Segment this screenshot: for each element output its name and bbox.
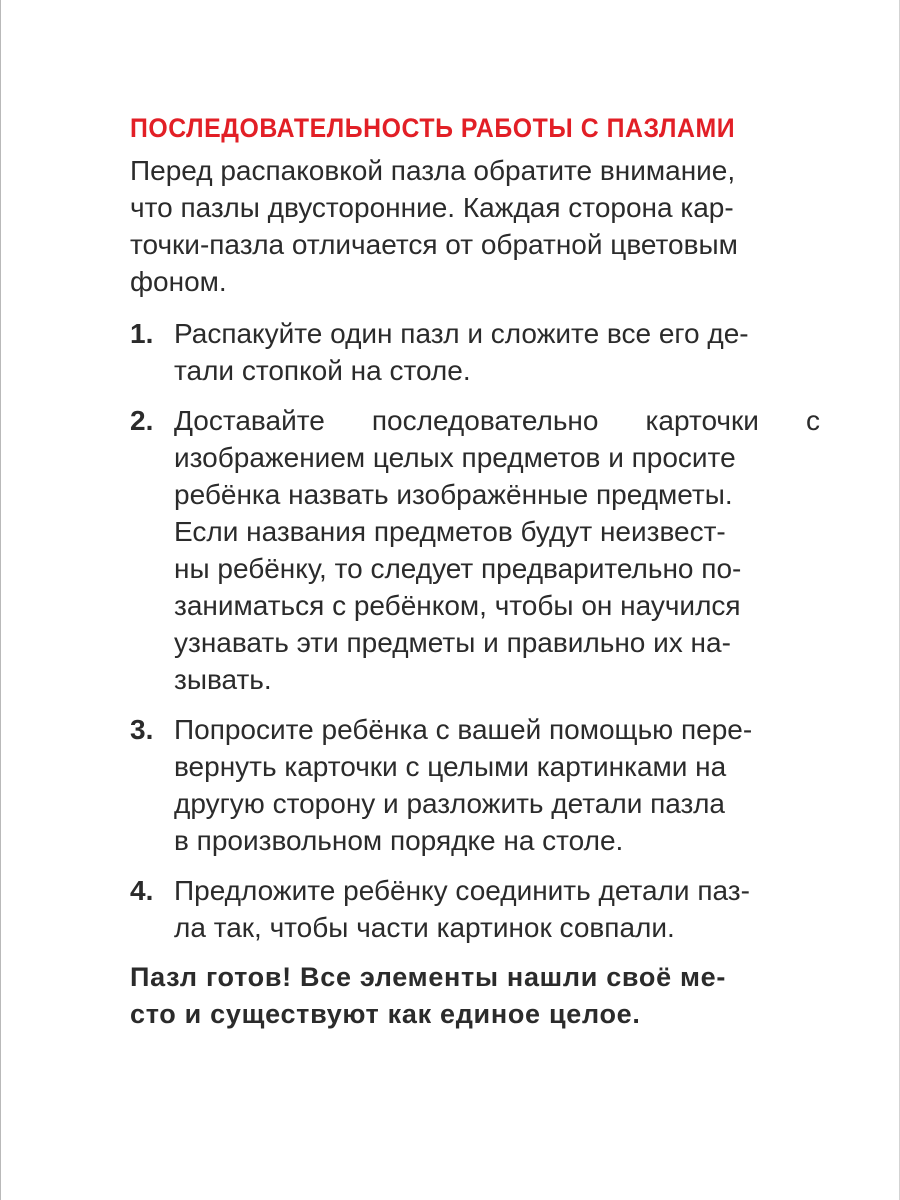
step-line: Попросите ребёнка с вашей помощью пере- bbox=[174, 714, 753, 745]
step-line: заниматься с ребёнком, чтобы он научился bbox=[174, 590, 741, 621]
step-item-3 bbox=[130, 711, 820, 859]
page-heading: ПОСЛЕДОВАТЕЛЬНОСТЬ РАБОТЫ С ПАЗЛАМИ bbox=[130, 113, 736, 143]
page-border-left bbox=[0, 0, 1, 1200]
step-text bbox=[174, 315, 820, 389]
intro-line: фоном. bbox=[130, 266, 227, 297]
intro-line: точки-пазла отличается от обратной цветовым bbox=[130, 229, 738, 260]
step-item-4 bbox=[130, 872, 820, 946]
intro-line: что пазлы двусторонние. Каждая сторона кар- bbox=[130, 192, 734, 223]
step-line: другую сторону и разложить детали пазла bbox=[174, 788, 725, 819]
steps-list bbox=[130, 315, 820, 946]
step-text bbox=[174, 711, 820, 859]
intro-line: Перед распаковкой пазла обратите внимание, bbox=[130, 155, 736, 186]
step-number: 3. bbox=[130, 714, 154, 745]
step-line: в произвольном порядке на столе. bbox=[174, 825, 624, 856]
step-line: Распакуйте один пазл и сложите все его де- bbox=[174, 318, 749, 349]
step-number: 1. bbox=[130, 318, 154, 349]
step-line: Предложите ребёнку соединить детали паз- bbox=[174, 875, 750, 906]
step-line: Доставайте последовательно карточки с bbox=[174, 405, 820, 436]
step-item-2 bbox=[130, 402, 820, 698]
step-number: 2. bbox=[130, 405, 154, 436]
intro-paragraph bbox=[130, 152, 820, 300]
step-item-1 bbox=[130, 315, 820, 389]
step-number: 4. bbox=[130, 875, 154, 906]
step-line: ребёнка назвать изображённые предметы. bbox=[174, 479, 733, 510]
step-text bbox=[174, 402, 820, 698]
step-line: Если названия предметов будут неизвест- bbox=[174, 516, 726, 547]
step-text bbox=[174, 872, 820, 946]
closing-paragraph bbox=[130, 959, 820, 1033]
closing-line: сто и существуют как единое целое. bbox=[130, 999, 641, 1029]
step-line: вернуть карточки с целыми картинками на bbox=[174, 751, 727, 782]
step-line: тали стопкой на столе. bbox=[174, 355, 471, 386]
instruction-page bbox=[130, 108, 820, 1033]
step-line: изображением целых предметов и просите bbox=[174, 442, 736, 473]
step-line: ла так, чтобы части картинок совпали. bbox=[174, 912, 675, 943]
step-line: узнавать эти предметы и правильно их на- bbox=[174, 627, 731, 658]
step-line: зывать. bbox=[174, 664, 272, 695]
closing-line: Пазл готов! Все элементы нашли своё ме- bbox=[130, 962, 727, 992]
step-line: ны ребёнку, то следует предварительно по- bbox=[174, 553, 742, 584]
